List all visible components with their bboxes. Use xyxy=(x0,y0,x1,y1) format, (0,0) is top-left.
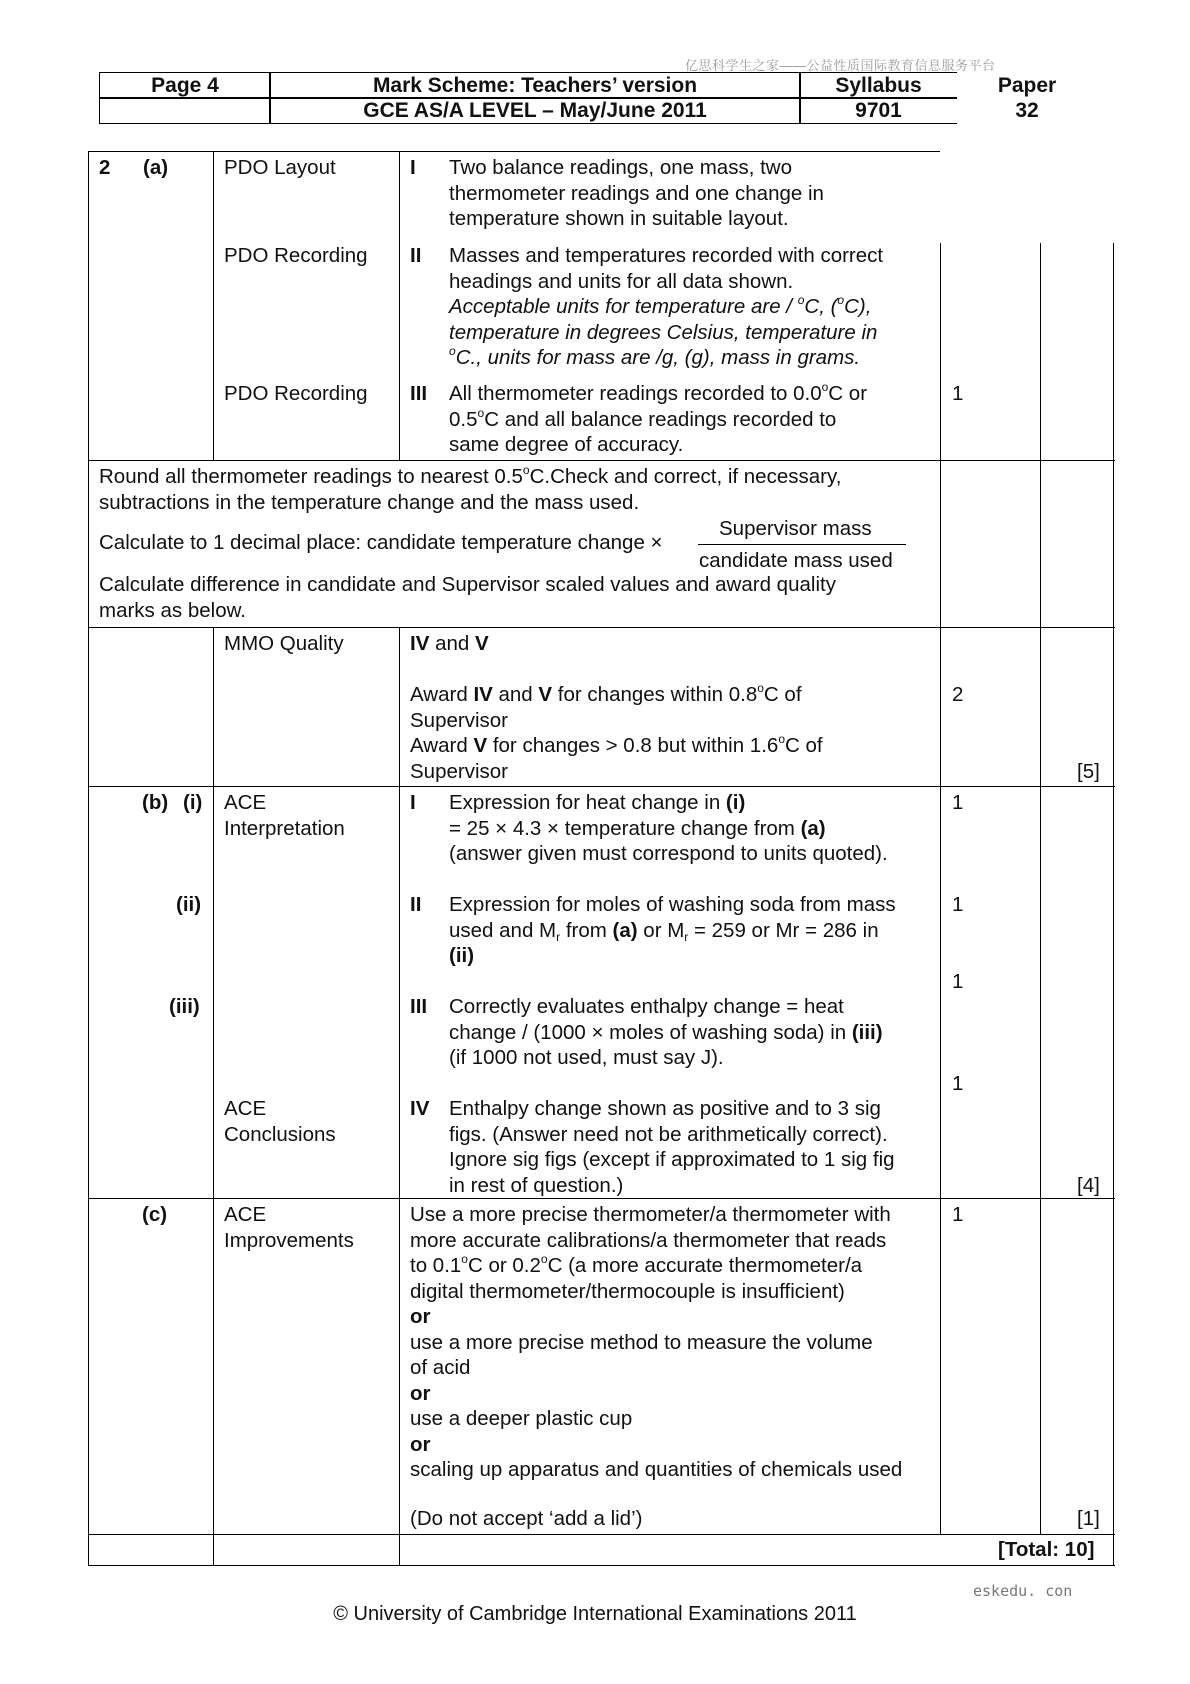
part-label-a: (a) xyxy=(143,156,169,179)
subpart-label-ii: (ii) xyxy=(176,893,202,916)
grand-total: [Total: 10] xyxy=(998,1538,1095,1561)
criterion-text: same degree of accuracy. xyxy=(449,433,684,456)
roman-ii: II xyxy=(410,893,422,916)
roman-i: I xyxy=(410,156,416,179)
criterion-text: Correctly evaluates enthalpy change = heat xyxy=(449,995,844,1018)
criterion-text: 0.5$^o$C and all balance readings recorded to xyxy=(449,405,837,431)
instruction-text: marks as below. xyxy=(99,598,246,622)
criterion-text: change / (1000 × moles of washing soda) in (iii) xyxy=(449,1020,883,1044)
or-separator: or xyxy=(410,1305,431,1328)
criterion-text: Expression for heat change in (i) xyxy=(449,791,746,814)
criterion-text: Award V for changes > 0.8 but within 1.6$^o$C of xyxy=(410,732,823,757)
or-separator: or xyxy=(410,1381,431,1405)
criterion-text: (Do not accept ‘add a lid’) xyxy=(410,1507,643,1530)
fraction-numerator: Supervisor mass xyxy=(719,517,872,540)
subtotal-mark: [1] xyxy=(1077,1507,1100,1530)
criterion-text: Expression for moles of washing soda from mass xyxy=(449,893,896,916)
site-watermark: eskedu. con xyxy=(973,1582,1073,1600)
skill-ace: ACE xyxy=(224,1203,267,1226)
subtotal-mark: [4] xyxy=(1077,1173,1100,1197)
criterion-text: figs. (Answer need not be arithmetically correct). xyxy=(449,1122,888,1146)
criterion-text: digital thermometer/thermocouple is insufficient) xyxy=(410,1279,845,1303)
part-label-b: (b) xyxy=(142,791,169,814)
criterion-text: Two balance readings, one mass, two xyxy=(449,156,792,179)
criterion-italic-note: temperature in degrees Celsius, temperature in xyxy=(449,320,878,344)
fraction-denominator: candidate mass used xyxy=(699,549,893,572)
criterion-text: temperature shown in suitable layout. xyxy=(449,207,789,230)
header-syllabus-label: Syllabus xyxy=(799,72,957,99)
criterion-text: All thermometer readings recorded to 0.0$^o$C or xyxy=(449,380,868,405)
criterion-text: used and $M_r$ from (a) or $M_r = 259$ or Mr = 286 in xyxy=(449,918,879,944)
or-separator: or xyxy=(410,1432,431,1456)
criterion-heading: IV and V xyxy=(410,632,489,655)
criterion-text: Award IV and V for changes within 0.8$^o$C of xyxy=(410,681,802,706)
criterion-text: of acid xyxy=(410,1356,471,1379)
skill-pdo-layout: PDO Layout xyxy=(224,156,336,179)
skill-pdo-recording: PDO Recording xyxy=(224,244,368,267)
subpart-label-i: (i) xyxy=(183,791,203,814)
header-page: Page 4 xyxy=(99,72,271,99)
instruction-text: Calculate difference in candidate and Supervisor scaled values and award quality xyxy=(99,573,836,596)
mark-value: 1 xyxy=(952,893,964,916)
roman-iv: IV xyxy=(410,1097,430,1120)
instruction-text: subtractions in the temperature change and the mass used. xyxy=(99,490,640,514)
skill-improvements: Improvements xyxy=(224,1228,354,1252)
watermark-text: 亿思科学生之家——公益性质国际教育信息服务平台 xyxy=(685,58,996,73)
criterion-italic-note: Acceptable units for temperature are / $^o$C, ($^o$C), xyxy=(449,293,872,318)
roman-ii: II xyxy=(410,244,422,267)
header-title: Mark Scheme: Teachers’ version xyxy=(269,72,801,99)
skill-pdo-recording: PDO Recording xyxy=(224,382,368,405)
header-syllabus-code: 9701 xyxy=(799,97,957,124)
subpart-label-iii: (iii) xyxy=(169,995,200,1018)
criterion-text: thermometer readings and one change in xyxy=(449,181,824,205)
skill-mmo-quality: MMO Quality xyxy=(224,632,344,655)
part-label-c: (c) xyxy=(142,1203,168,1226)
criterion-text: Enthalpy change shown as positive and to 3 sig xyxy=(449,1097,881,1120)
header-subtitle: GCE AS/A LEVEL – May/June 2011 xyxy=(269,97,801,124)
roman-iii: III xyxy=(410,995,428,1018)
criterion-text: more accurate calibrations/a thermometer that reads xyxy=(410,1228,887,1252)
subtotal-mark: [5] xyxy=(1077,759,1100,783)
criterion-text: Ignore sig figs (except if approximated to 1 sig fig xyxy=(449,1148,895,1171)
roman-i: I xyxy=(410,791,416,814)
criterion-italic-note: $^o$C., units for mass are /g, (g), mass in grams. xyxy=(449,344,861,369)
criterion-text: use a more precise method to measure the volume xyxy=(410,1330,873,1354)
skill-ace: ACE xyxy=(224,791,267,814)
criterion-text: = 25 × 4.3 × temperature change from (a) xyxy=(449,816,826,840)
copyright-footer: © University of Cambridge International Examinations 2011 xyxy=(333,1603,857,1625)
criterion-text: to 0.1$^o$C or 0.2$^o$C (a more accurate thermometer/a xyxy=(410,1252,863,1277)
criterion-text: Masses and temperatures recorded with correct xyxy=(449,244,884,267)
criterion-text: (if 1000 not used, must say J). xyxy=(449,1046,724,1069)
mark-value: 1 xyxy=(952,970,964,993)
roman-iii: III xyxy=(410,382,428,405)
mark-value: 1 xyxy=(952,1072,964,1095)
question-number: 2 xyxy=(99,156,111,179)
header-paper-label: Paper xyxy=(997,73,1057,97)
criterion-text: in rest of question.) xyxy=(449,1173,624,1197)
mark-value: 1 xyxy=(952,791,964,814)
instruction-text: Calculate to 1 decimal place: candidate temperature change × xyxy=(99,531,663,554)
criterion-text: (answer given must correspond to units quoted). xyxy=(449,842,888,865)
criterion-text: Supervisor xyxy=(410,708,508,732)
skill-conclusions: Conclusions xyxy=(224,1122,336,1146)
mark-value: 2 xyxy=(952,683,964,706)
header-paper-number: 32 xyxy=(1015,98,1039,122)
instruction-text: Round all thermometer readings to nearest 0.5$^o$C.Check and correct, if necessary, xyxy=(99,463,842,488)
criterion-text: Supervisor xyxy=(410,759,508,783)
skill-ace: ACE xyxy=(224,1097,267,1120)
criterion-text: headings and units for all data shown. xyxy=(449,269,794,293)
mark-value: 1 xyxy=(952,1203,964,1226)
mark-value: 1 xyxy=(952,382,964,405)
skill-interpretation: Interpretation xyxy=(224,816,345,840)
criterion-text: use a deeper plastic cup xyxy=(410,1407,633,1430)
fraction-bar xyxy=(698,544,906,545)
header-blank-cell xyxy=(99,97,271,124)
criterion-text: scaling up apparatus and quantities of chemicals used xyxy=(410,1458,903,1481)
criterion-text: Use a more precise thermometer/a thermometer with xyxy=(410,1203,891,1226)
criterion-text: (ii) xyxy=(449,944,475,967)
